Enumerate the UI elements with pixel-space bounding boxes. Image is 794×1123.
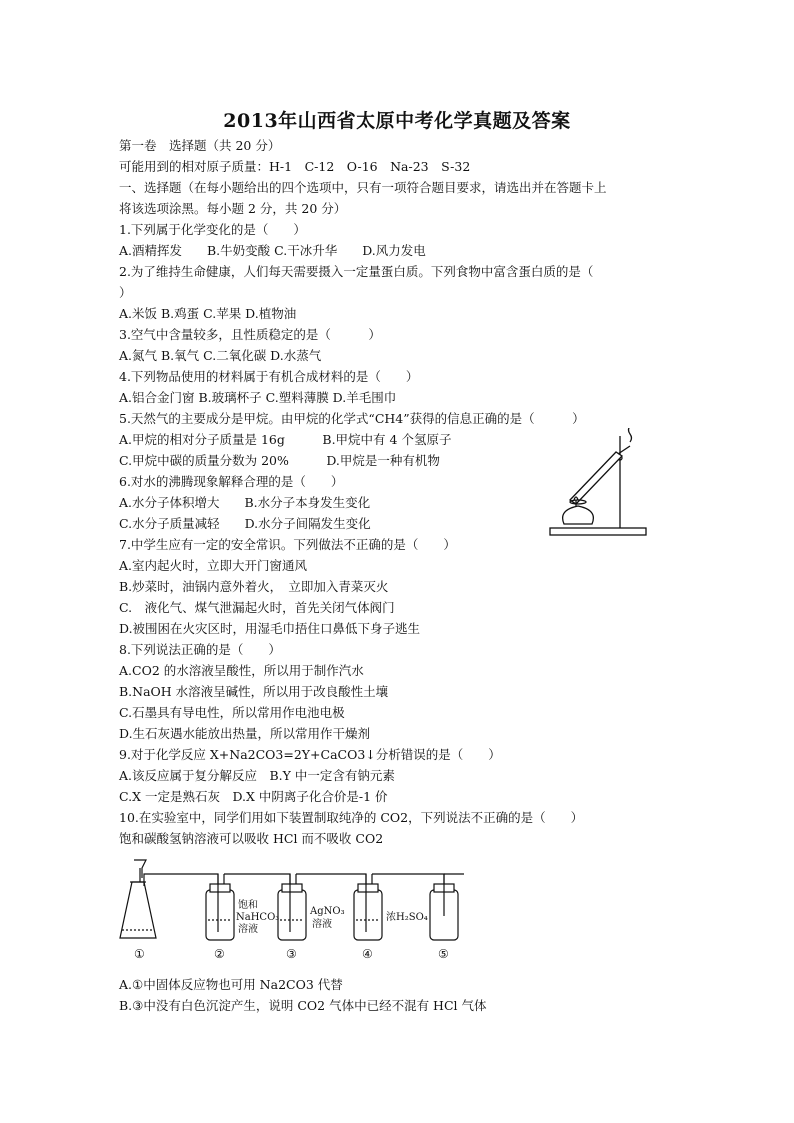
apparatus-number-3: ③ [286, 947, 297, 961]
apparatus-number-1: ① [134, 947, 145, 961]
text-line: 7.中学生应有一定的安全常识。下列做法不正确的是（ ） [119, 537, 456, 552]
text-line: B.③中没有白色沉淀产生，说明 CO2 气体中已经不混有 HCl 气体 [119, 998, 487, 1013]
label-bottle2-line2: NaHCO₃ [236, 912, 280, 923]
text-line: 8.下列说法正确的是（ ） [119, 642, 281, 657]
text-line: B.NaOH 水溶液呈碱性，所以用于改良酸性土壤 [119, 684, 389, 699]
label-bottle3-line2: 溶液 [312, 919, 332, 930]
text-line: 第一卷 选择题（共 20 分） [119, 138, 281, 153]
label-bottle2-line1: 饱和 [238, 900, 258, 911]
apparatus-number-4: ④ [362, 947, 373, 961]
text-line: 饱和碳酸氢钠溶液可以吸收 HCl 而不吸收 CO2 [119, 831, 384, 846]
label-bottle4-line1: 浓H₂SO₄ [386, 912, 428, 923]
text-line: C.石墨具有导电性，所以常用作电池电极 [119, 705, 345, 720]
text-line: 将该选项涂黑。每小题 2 分，共 20 分） [119, 201, 347, 216]
text-line: A.该反应属于复分解反应 B.Y 中一定含有钠元素 [119, 768, 395, 783]
text-line: 一、选择题（在每小题给出的四个选项中，只有一项符合题目要求，请选出并在答题卡上 [119, 180, 607, 195]
text-line: 2.为了维持生命健康，人们每天需要摄入一定量蛋白质。下列食物中富含蛋白质的是（ [119, 264, 594, 279]
text-line: A.氮气 B.氧气 C.二氧化碳 D.水蒸气 [119, 348, 322, 363]
text-line: A.铝合金门窗 B.玻璃杯子 C.塑料薄膜 D.羊毛围巾 [119, 390, 397, 405]
text-line: C.水分子质量减轻 D.水分子间隔发生变化 [119, 516, 371, 531]
text-line: C. 液化气、煤气泄漏起火时，首先关闭气体阀门 [119, 600, 395, 615]
text-line: A.水分子体积增大 B.水分子本身发生变化 [119, 495, 371, 510]
text-line: 可能用到的相对原子质量：H-1 C-12 O-16 Na-23 S-32 [119, 159, 471, 174]
text-line: ） [119, 285, 132, 300]
text-line: 5.天然气的主要成分是甲烷。由甲烷的化学式“CH4”获得的信息正确的是（ ） [119, 411, 585, 426]
apparatus-number-2: ② [214, 947, 225, 961]
text-line: 6.对水的沸腾现象解释合理的是（ ） [119, 474, 344, 489]
page-title: 2013年山西省太原中考化学真题及答案 [223, 110, 571, 132]
text-line: B.炒菜时，油锅内意外着火， 立即加入青菜灭火 [119, 579, 389, 594]
heating-apparatus-figure [548, 428, 658, 540]
text-line: 1.下列属于化学变化的是（ ） [119, 222, 306, 237]
text-line: C.X 一定是熟石灰 D.X 中阴离子化合价是-1 价 [119, 789, 388, 804]
text-line: C.甲烷中碳的质量分数为 20% D.甲烷是一种有机物 [119, 453, 440, 468]
text-line: D.生石灰遇水能放出热量，所以常用作干燥剂 [119, 726, 371, 741]
gas-apparatus-figure [118, 856, 478, 964]
text-line: A.①中固体反应物也可用 Na2CO3 代替 [119, 977, 343, 992]
text-line: A.甲烷的相对分子质量是 16g B.甲烷中有 4 个氢原子 [119, 432, 452, 447]
text-line: 9.对于化学反应 X+Na2CO3=2Y+CaCO3↓分析错误的是（ ） [119, 747, 501, 762]
label-bottle3-line1: AgNO₃ [310, 906, 345, 917]
text-line: 4.下列物品使用的材料属于有机合成材料的是（ ） [119, 369, 419, 384]
apparatus-number-5: ⑤ [438, 947, 449, 961]
text-line: A.米饭 B.鸡蛋 C.苹果 D.植物油 [119, 306, 297, 321]
text-line: A.室内起火时，立即大开门窗通风 [119, 558, 308, 573]
text-line: A.酒精挥发 B.牛奶变酸 C.干冰升华 D.风力发电 [119, 243, 426, 258]
text-line: 10.在实验室中，同学们用如下装置制取纯净的 CO2，下列说法不正确的是（ ） [119, 810, 584, 825]
label-bottle2-line3: 溶液 [238, 924, 258, 935]
text-line: D.被围困在火灾区时，用湿毛巾捂住口鼻低下身子逃生 [119, 621, 421, 636]
text-line: 3.空气中含量较多，且性质稳定的是（ ） [119, 327, 381, 342]
text-line: A.CO2 的水溶液呈酸性，所以用于制作汽水 [119, 663, 364, 678]
